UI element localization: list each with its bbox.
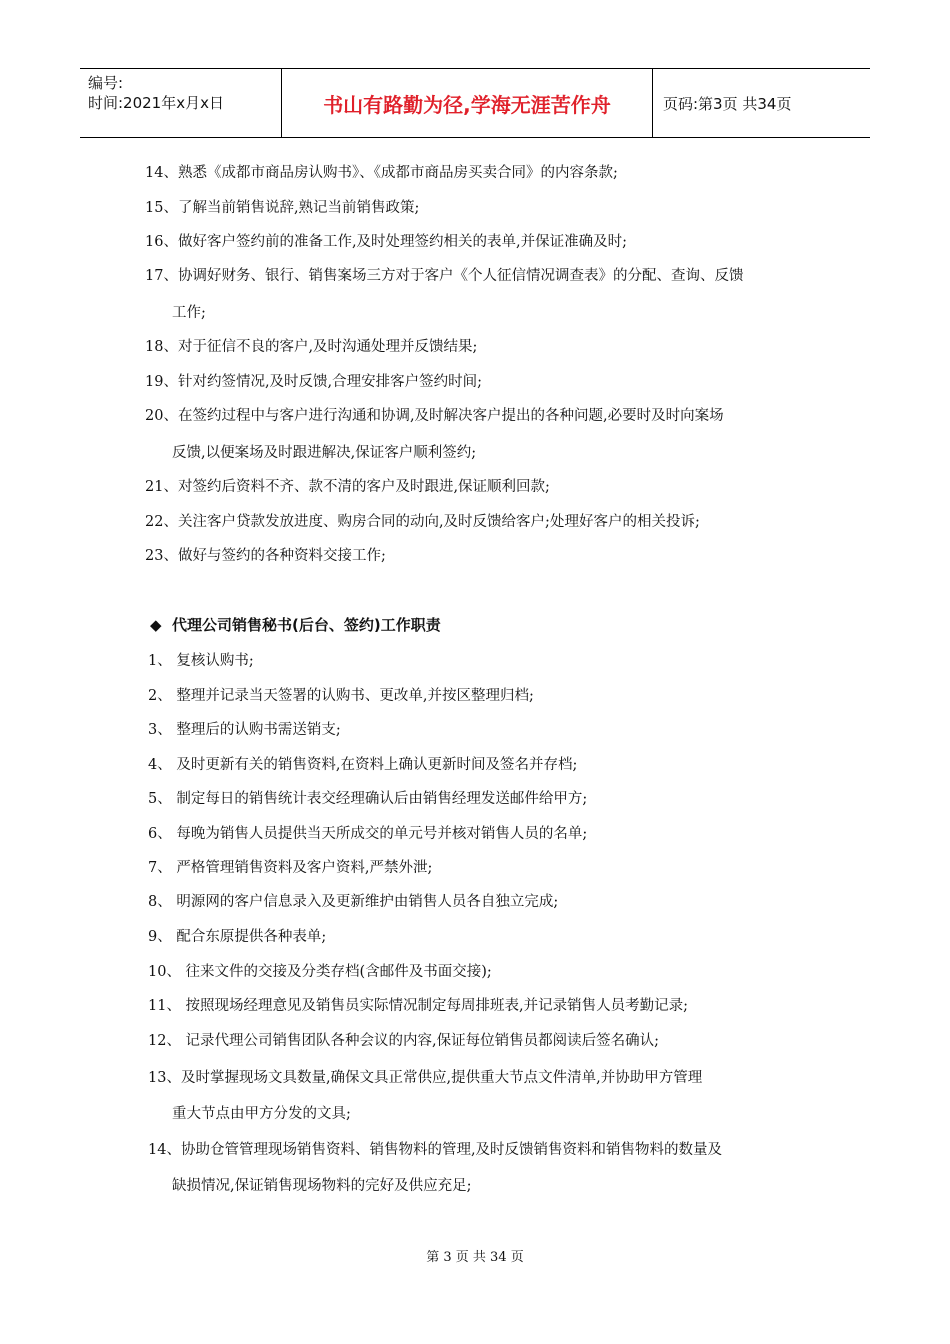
- header-page-info: 页码:第3页 共34页: [663, 94, 792, 113]
- section-title: 代理公司销售秘书(后台、签约)工作职责: [172, 616, 441, 634]
- list-item: 3、 整理后的认购书需送销支;: [148, 722, 341, 738]
- list-item: 16、做好客户签约前的准备工作,及时处理签约相关的表单,并保证准确及时;: [145, 234, 628, 250]
- list-item: 14、熟悉《成都市商品房认购书》、《成都市商品房买卖合同》的内容条款;: [145, 165, 618, 181]
- list-item: 1、 复核认购书;: [148, 653, 254, 669]
- list-item-continuation: 反馈,以便案场及时跟进解决,保证客户顺利签约;: [172, 445, 477, 461]
- document-number-label: 编号:: [88, 74, 124, 92]
- list-item: 19、针对约签情况,及时反馈,合理安排客户签约时间;: [145, 374, 483, 390]
- list-item: 14、协助仓管管理现场销售资料、销售物料的管理,及时反馈销售资料和销售物料的数量及: [148, 1142, 723, 1158]
- diamond-bullet-icon: ◆: [150, 616, 162, 634]
- list-item: 13、及时掌握现场文具数量,确保文具正常供应,提供重大节点文件清单,并协助甲方管理: [148, 1070, 703, 1086]
- list-item: 10、 往来文件的交接及分类存档(含邮件及书面交接);: [148, 964, 492, 980]
- list-item: 12、 记录代理公司销售团队各种会议的内容,保证每位销售员都阅读后签名确认;: [148, 1033, 660, 1049]
- list-item: 18、对于征信不良的客户,及时沟通处理并反馈结果;: [145, 339, 478, 355]
- list-item: 21、对签约后资料不齐、款不清的客户及时跟进,保证顺利回款;: [145, 479, 550, 495]
- list-item: 17、协调好财务、银行、销售案场三方对于客户《个人征信情况调查表》的分配、查询、反馈: [145, 268, 744, 284]
- document-date-label: 时间:2021年x月x日: [88, 94, 224, 112]
- list-item: 20、在签约过程中与客户进行沟通和协调,及时解决客户提出的各种问题,必要时及时向案场: [145, 408, 724, 424]
- list-item-continuation: 缺损情况,保证销售现场物料的完好及供应充足;: [172, 1178, 472, 1194]
- list-item: 4、 及时更新有关的销售资料,在资料上确认更新时间及签名并存档;: [148, 757, 578, 773]
- page-header: [80, 68, 870, 138]
- list-item: 22、关注客户贷款发放进度、购房合同的动向,及时反馈给客户;处理好客户的相关投诉;: [145, 514, 700, 530]
- header-motto: 书山有路勤为径,学海无涯苦作舟: [282, 69, 653, 137]
- page-footer: 第 3 页 共 34 页: [426, 1250, 524, 1265]
- list-item: 11、 按照现场经理意见及销售员实际情况制定每周排班表,并记录销售人员考勤记录;: [148, 998, 689, 1014]
- list-item: 23、做好与签约的各种资料交接工作;: [145, 548, 386, 564]
- list-item: 5、 制定每日的销售统计表交经理确认后由销售经理发送邮件给甲方;: [148, 791, 588, 807]
- list-item: 6、 每晚为销售人员提供当天所成交的单元号并核对销售人员的名单;: [148, 826, 588, 842]
- list-item-continuation: 工作;: [172, 305, 206, 321]
- list-item: 7、 严格管理销售资料及客户资料,严禁外泄;: [148, 860, 433, 876]
- list-item-continuation: 重大节点由甲方分发的文具;: [172, 1106, 351, 1122]
- header-meta: [80, 69, 282, 137]
- list-item: 2、 整理并记录当天签署的认购书、更改单,并按区整理归档;: [148, 688, 534, 704]
- list-item: 15、了解当前销售说辞,熟记当前销售政策;: [145, 200, 420, 216]
- list-item: 9、 配合东原提供各种表单;: [148, 929, 327, 945]
- list-item: 8、 明源网的客户信息录入及更新维护由销售人员各自独立完成;: [148, 894, 559, 910]
- section-heading: [150, 614, 441, 635]
